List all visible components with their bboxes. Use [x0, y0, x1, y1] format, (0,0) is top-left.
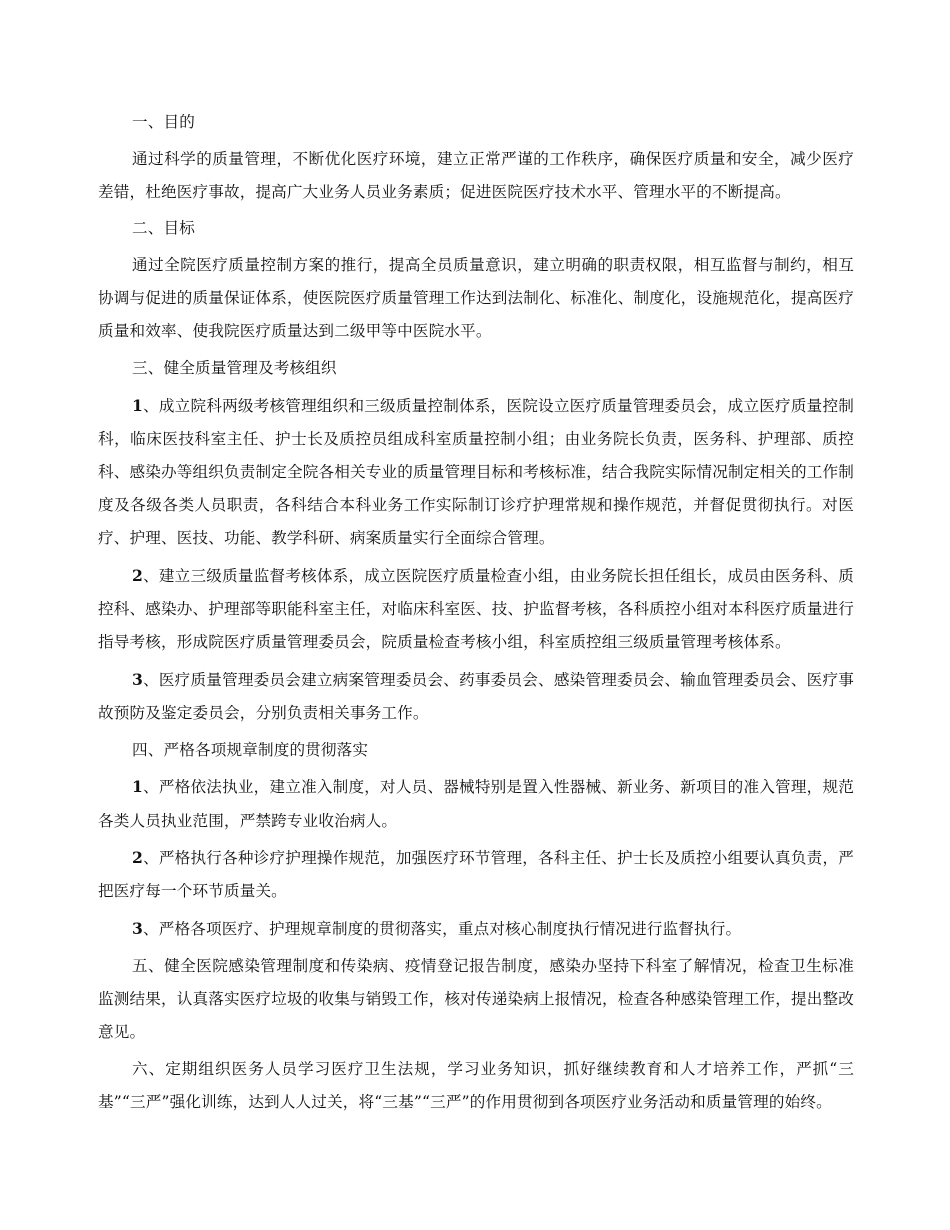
item-number: 3 [132, 918, 144, 938]
document-page [98, 106, 854, 1122]
item-number: 1 [132, 777, 144, 797]
paragraph-regulations-2: 2、严格执行各种诊疗护理操作规范，加强医疗环节管理，各科主任、护士长及质控小组要认真负责，严把医疗每一个环节质量关。 [98, 848, 854, 901]
paragraph-purpose: 通过科学的质量管理，不断优化医疗环境，建立正常严谨的工作秩序，确保医疗质量和安全，减少医疗差错，杜绝医疗事故，提高广大业务人员业务素质；促进医院医疗技术水平、管理水平的不断提高。 [98, 149, 854, 201]
section-heading-goal: 二、目标 [132, 219, 195, 238]
paragraph-goal: 通过全院医疗质量控制方案的推行，提高全员质量意识，建立明确的职责权限，相互监督与制约，相互协调与促进的质量保证体系，使医院医疗质量管理工作达到法制化、标准化、制度化，设施规范化，提高医疗质量和效率、使我院医疗质量达到二级甲等中医院水平。 [98, 255, 854, 341]
paragraph-infection-control: 五、健全医院感染管理制度和传染病、疫情登记报告制度，感染办坚持下科室了解情况，检查卫生标准监测结果，认真落实医疗垃圾的收集与销毁工作，核对传递染病上报情况，检查各种感染管理工作，提出整改意见。 [98, 956, 854, 1041]
paragraph-regulations-3: 3、严格各项医疗、护理规章制度的贯彻落实，重点对核心制度执行情况进行监督执行。 [132, 918, 742, 938]
paragraph-organization-2: 2、建立三级质量监督考核体系，成立医院医疗质量检查小组，由业务院长担任组长，成员由医务科、质控科、感染办、护理部等职能科室主任，对临床科室医、技、护监督考核，各科质控小组对本科医疗质量进行指导考核，形成院医疗质量管理委员会，院质量检查考核小组，科室质控组三级质量管理考核体系。 [98, 565, 854, 652]
paragraph-organization-3: 3、医疗质量管理委员会建立病案管理委员会、药事委员会、感染管理委员会、输血管理委员会、医疗事故预防及鉴定委员会，分别负责相关事务工作。 [98, 669, 854, 723]
item-number: 2 [132, 848, 144, 868]
item-number: 2 [132, 565, 144, 585]
section-heading-organization: 三、健全质量管理及考核组织 [132, 358, 337, 377]
item-number: 3 [132, 669, 144, 689]
paragraph-organization-1: 1、成立院科两级考核管理组织和三级质量控制体系，医院设立医疗质量管理委员会，成立医疗质量控制科，临床医技科室主任、护士长及质控员组成科室质量控制小组；由业务院长负责，医务科、护理部、质控科、感染办等组织负责制定全院各相关专业的质量管理目标和考核标准，结合我院实际情况制定相关的工作制度及各级各类人员职责，各科结合本科业务工作实际制订诊疗护理常规和操作规范，并督促贯彻执行。对医疗、护理、医技、功能、教学科研、病案质量实行全面综合管理。 [98, 395, 854, 548]
section-heading-regulations: 四、严格各项规章制度的贯彻落实 [132, 740, 369, 759]
section-heading-purpose: 一、目的 [132, 113, 195, 131]
paragraph-regulations-1: 1、严格依法执业，建立准入制度，对人员、器械特别是置入性器械、新业务、新项目的准入管理，规范各类人员执业范围，严禁跨专业收治病人。 [98, 777, 854, 830]
item-number: 1 [132, 395, 144, 415]
paragraph-training: 六、定期组织医务人员学习医疗卫生法规，学习业务知识，抓好继续教育和人才培养工作，严抓“三基”“三严”强化训练，达到人人过关，将“三基”“三严”的作用贯彻到各项医疗业务活动和质量管理的始终。 [98, 1059, 854, 1111]
